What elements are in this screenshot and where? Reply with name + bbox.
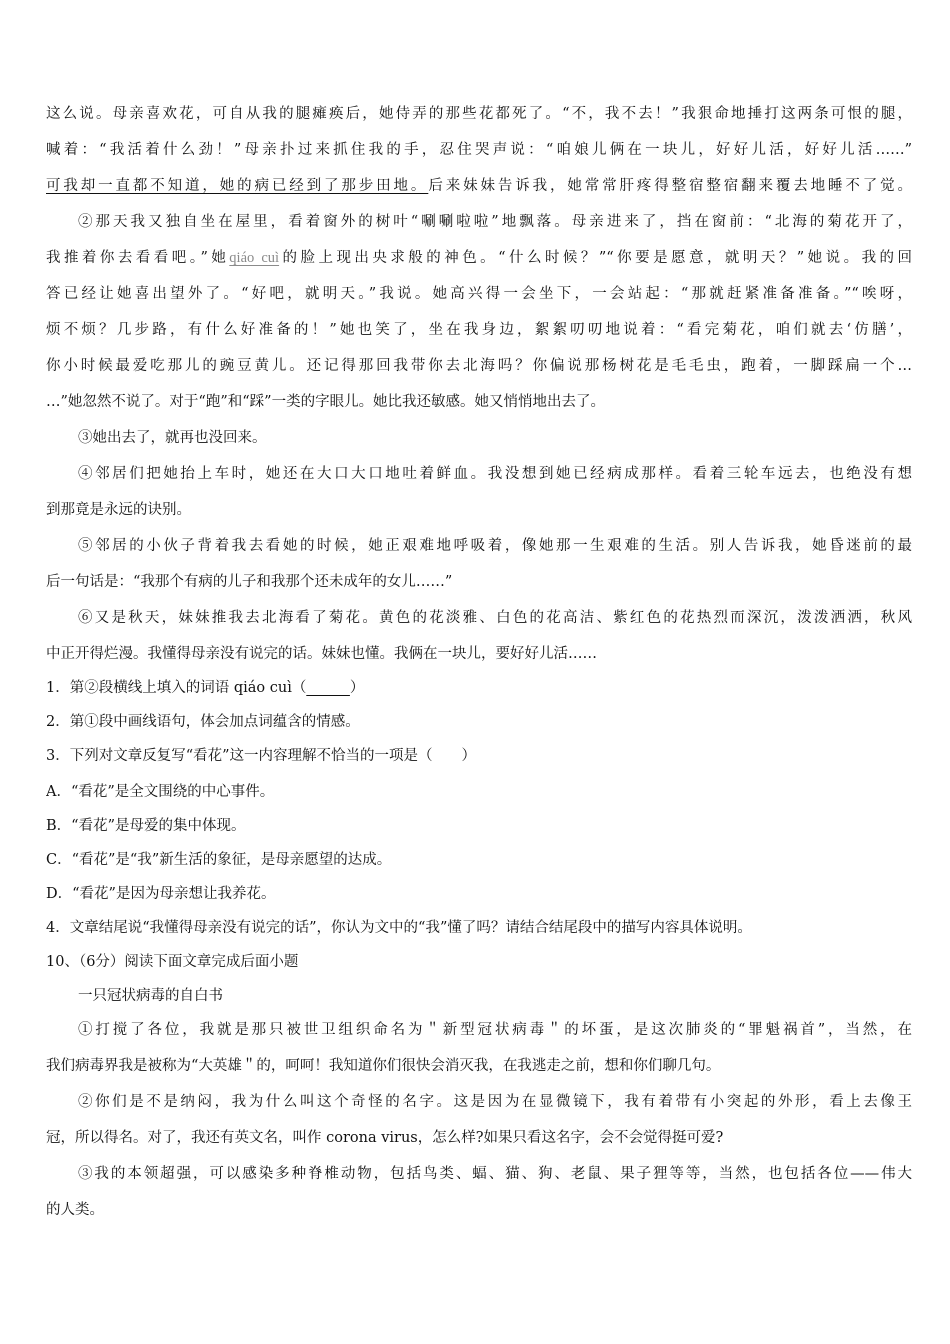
paragraph-2-line: ②那天我又独自坐在屋里，看着窗外的树叶“唰唰啦啦”地飘落。母亲进来了，挡在窗前：“北海的菊花开了，: [78, 214, 912, 230]
passage-line: 这么说。母亲喜欢花，可自从我的腿瘫痪后，她侍弄的那些花都死了。“不，我不去！”我狠命地捶打这两条可恨的腿，: [46, 106, 912, 122]
passage-text: 后来妹妹告诉我，她常常肝疼得整宿整宿翻来覆去地睡不了觉。: [428, 178, 912, 194]
passage-line-underlined: [46, 176, 912, 196]
article-paragraph-2-line: ②你们是不是纳闷，我为什么叫这个奇怪的名字。这是因为在显微镜下，我有着带有小突起的外形，看上去像王: [78, 1094, 912, 1110]
question-text: 1．第②段横线上填入的词语 qiáo cuì（: [46, 680, 307, 696]
article-paragraph-3-line: ③我的本领超强，可以感染多种脊椎动物，包括鸟类、蝠、猫、狗、老鼠、果子狸等等，当然，也包括各位——伟大: [78, 1166, 912, 1182]
paragraph-2-line: 烦不烦？几步路，有什么好准备的！”她也笑了，坐在我身边，絮絮叨叨地说着：“看完菊花，咱们就去‘仿膳’，: [46, 322, 912, 338]
paragraph-6-line: 中正开得烂漫。我懂得母亲没有说完的话。妹妹也懂。我俩在一块儿，要好好儿活……: [46, 646, 597, 662]
question-1: [46, 678, 912, 698]
section-10-header: 10、（6分）阅读下面文章完成后面小题: [46, 954, 299, 970]
passage-text: 我推着你去看看吧。”她: [46, 250, 230, 266]
article-paragraph-3-line: 的人类。: [46, 1202, 104, 1218]
option-d: D．“看花”是因为母亲想让我养花。: [46, 886, 276, 902]
article-paragraph-2-line: 冠，所以得名。对了，我还有英文名，叫作 corona virus，怎么样?如果只看这名字，会不会觉得挺可爱?: [46, 1130, 724, 1146]
question-text: ）: [349, 680, 365, 696]
paragraph-5-line: ⑤邻居的小伙子背着我去看她的时候，她正艰难地呼吸着，像她那一生艰难的生活。别人告诉我，她昏迷前的最: [78, 538, 912, 554]
article-title: 一只冠状病毒的自白书: [78, 988, 223, 1004]
question-2: 2．第①段中画线语句，体会加点词蕴含的情感。: [46, 714, 360, 730]
paragraph-2-line: 答已经让她喜出望外了。“好吧，就明天。”我说。她高兴得一会坐下，一会站起：“那就赶紧准备准备。”“唉呀，: [46, 286, 912, 302]
paragraph-4-line: ④邻居们把她抬上车时，她还在大口大口地吐着鲜血。我没想到她已经病成那样。看着三轮车远去，也绝没有想: [78, 466, 912, 482]
article-paragraph-1-line: ①打搅了各位，我就是那只被世卫组织命名为＂新型冠状病毒＂的坏蛋，是这次肺炎的“罪魁祸首”，当然，在: [78, 1022, 912, 1038]
paragraph-2-line: 你小时候最爱吃那儿的豌豆黄儿。还记得那回我带你去北海吗？你偏说那杨树花是毛毛虫，跑着，一脚踩扁一个…: [46, 358, 912, 374]
paragraph-4-line: 到那竟是永远的诀别。: [46, 502, 191, 518]
paragraph-2-line: …”她忽然不说了。对于“跑”和“踩”一类的字眼儿。她比我还敏感。她又悄悄地出去了。: [46, 394, 606, 410]
option-b: B．“看花”是母爱的集中体现。: [46, 818, 246, 834]
passage-line: 喊着：“我活着什么劲！”母亲扑过来抓住我的手，忍住哭声说：“咱娘儿俩在一块儿，好好儿活，好好儿活……”: [46, 142, 912, 158]
article-paragraph-1-line: 我们病毒界我是被称为“大英雄＂的，呵呵！我知道你们很快会消灭我，在我逃走之前，想和你们聊几句。: [46, 1058, 721, 1074]
option-a: A．“看花”是全文围绕的中心事件。: [46, 784, 275, 800]
underlined-sentence: 可我却一直都不知道，她的病已经到了那步田地。: [46, 178, 429, 194]
paragraph-6-line: ⑥又是秋天，妹妹推我去北海看了菊花。黄色的花淡雅、白色的花高洁、紫红色的花热烈而深沉，泼泼洒洒，秋风: [78, 610, 912, 626]
pinyin-blank: qiáo cuì: [229, 250, 280, 266]
paragraph-3: ③她出去了，就再也没回来。: [78, 430, 267, 446]
passage-text: 的脸上现出央求般的神色。“什么时候？”“你要是愿意，就明天？”她说。我的回: [279, 250, 912, 266]
paragraph-2-line-blank: [46, 248, 912, 268]
answer-blank[interactable]: ______: [306, 680, 350, 696]
paragraph-5-line: 后一句话是：“我那个有病的儿子和我那个还未成年的女儿……”: [46, 574, 453, 590]
question-3: 3．下列对文章反复写“看花”这一内容理解不恰当的一项是（ ）: [46, 748, 477, 764]
option-c: C．“看花”是“我”新生活的象征，是母亲愿望的达成。: [46, 852, 392, 868]
question-4: 4．文章结尾说“我懂得母亲没有说完的话”，你认为文中的“我”懂了吗？请结合结尾段中的描写内容具体说明。: [46, 920, 752, 936]
